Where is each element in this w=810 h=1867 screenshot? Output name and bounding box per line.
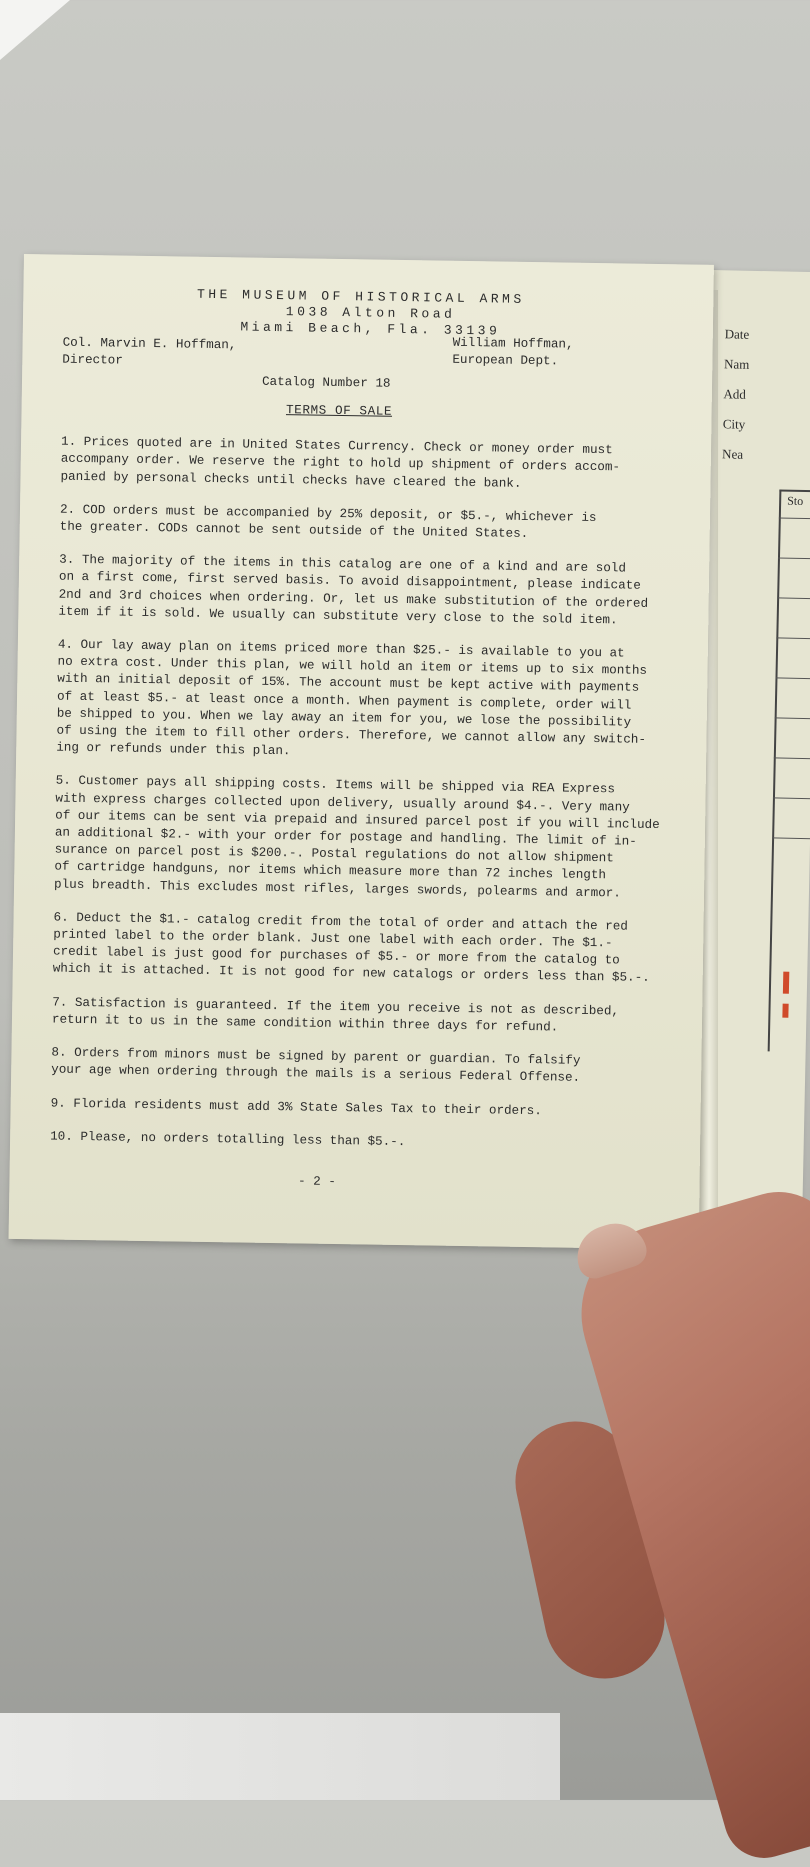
term-item: 4. Our lay away plan on items priced more than $25.- is available to you at no extra cost. Under this plan, we will hold an item or items up to six months with an initial deposit of 15%. The account must be kept active with payments of at least $5.- at least once a month. When payment is complete, order will be shipped to you. When we lay away an item for you, we lose the possibility of using the item to fill other orders. Therefore, we cannot allow any switch- ing or refunds under this plan. (56, 637, 648, 759)
red-printed-mark (783, 972, 789, 994)
form-field-city: City (722, 416, 746, 432)
paper-corner (0, 0, 70, 60)
white-surface-strip (0, 1713, 560, 1800)
catalog-page (9, 254, 714, 1250)
european-dept-title: European Dept. (452, 352, 559, 369)
order-table (768, 489, 810, 1052)
form-field-address: Add (723, 386, 746, 402)
director-title: Director (62, 352, 123, 368)
term-item: 6. Deduct the $1.- catalog credit from the total of order and attach the red printed label to the order blank. Just one label with each order. The $1.- credit label is just good for purchases of $5.- or more from the catalog to which it is attached. It is not good for new catalogs or orders less than $5.-. (52, 910, 650, 986)
term-item: 8. Orders from minors must be signed by parent or guardian. To falsify your age when ordering through the mails is a serious Federal Offense. (51, 1045, 581, 1086)
term-item: 9. Florida residents must add 3% State Sales Tax to their orders. (50, 1096, 542, 1118)
director-contact (62, 335, 236, 372)
order-table-header: Sto (787, 493, 804, 508)
red-printed-mark (782, 1004, 788, 1018)
form-field-name: Nam (723, 356, 750, 372)
page-content (49, 285, 678, 1197)
term-item: 7. Satisfaction is guaranteed. If the item you receive is not as described, return it to us in the same condition within three days for refund. (51, 995, 620, 1035)
director-name: Col. Marvin E. Hoffman, (62, 335, 237, 353)
term-item: 5. Customer pays all shipping costs. Items will be shipped via REA Express with express charges collected upon delivery, usually around $4.-. Very many of our items can be sent via prepaid and insured parcel post if you will include an additional $2.- with your order for postage and handling. The limit of in- surance on parcel post is $200.-. Postal regulations do not allow shipment of cartridge handguns, nor items which measure more than 72 inches length plus breadth. This excludes most rifles, larges swords, polearms and armor. (53, 774, 660, 901)
museum-city: Miami Beach, Fla. 33139 (240, 319, 501, 339)
term-item: 3. The majority of the items in this catalog are one of a kind and are sold on a first come, first served basis. To avoid disappointment, please indicate 2nd and 3rd choices when ordering. Or, let us make substitution of the ordered item if it is sold. We usually can substitute very close to the sold item. (58, 552, 649, 628)
term-item: 10. Please, no orders totalling less than $5.-. (50, 1129, 406, 1149)
page-number: - 2 - (297, 1174, 336, 1189)
term-item: 1. Prices quoted are in United States Currency. Check or money order must accompany order. We reserve the right to hold up shipment of orders accom- panied by personal checks until checks have cleared the bank. (60, 434, 621, 491)
term-item: 2. COD orders must be accompanied by 25% deposit, or $5.-, whichever is the greater. CODs cannot be sent outside of the United States. (59, 502, 597, 541)
museum-street: 1038 Alton Road (285, 304, 456, 322)
terms-title: TERMS OF SALE (285, 403, 393, 419)
contacts-block (62, 335, 678, 405)
museum-name: THE MUSEUM OF HISTORICAL ARMS (196, 286, 525, 307)
catalog-number: Catalog Number 18 (261, 374, 391, 391)
european-dept-name: William Hoffman, (452, 335, 574, 352)
form-field-date: Date (724, 326, 750, 342)
european-dept-contact (452, 335, 573, 371)
form-field-nearest: Nea (721, 446, 744, 462)
